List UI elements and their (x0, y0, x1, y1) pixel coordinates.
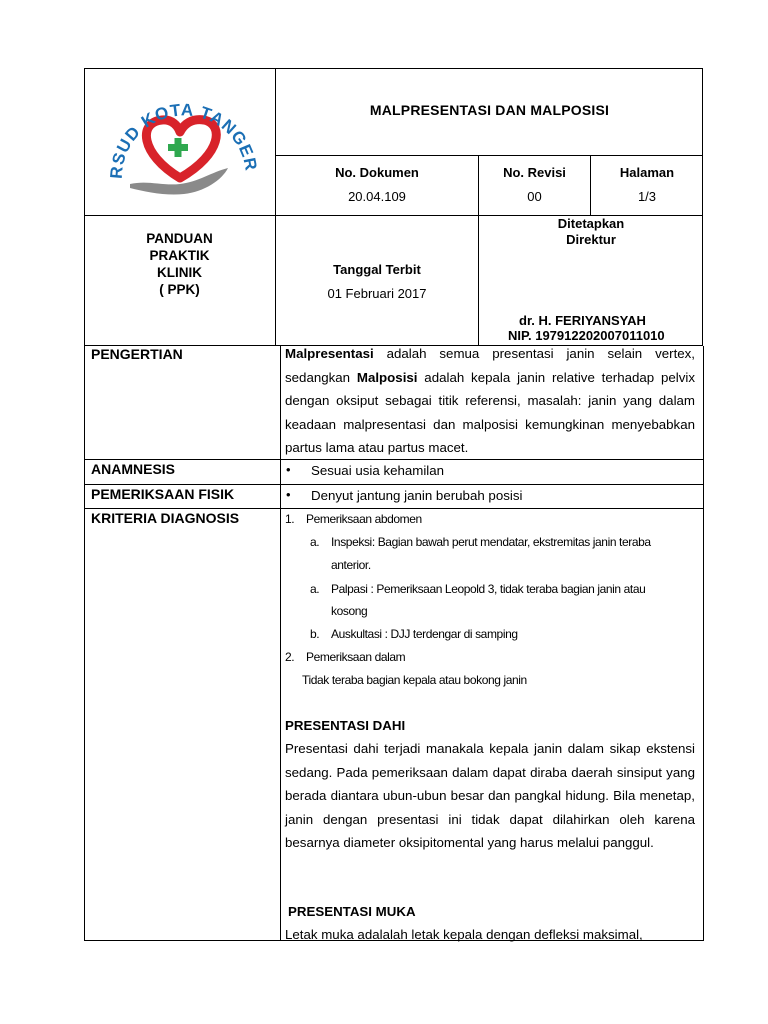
term-malposisi: Malposisi (356, 369, 418, 385)
anamnesis-label: ANAMNESIS (91, 461, 176, 477)
tanggal-terbit-value: 01 Februari 2017 (327, 286, 427, 301)
header-divider (478, 155, 479, 346)
director-name: dr. H. FERIYANSYAH (519, 313, 646, 328)
kriteria-sub-inspeksi-cont: anterior. (331, 558, 371, 572)
pemeriksaan-fisik-text: Denyut jantung janin berubah posisi (311, 488, 523, 503)
pengertian-text (285, 342, 695, 460)
tanggal-terbit-label: Tanggal Terbit (333, 262, 421, 277)
kriteria-sub-palpasi: Palpasi : Pemeriksaan Leopold 3, tidak teraba bagian janin atau (331, 582, 646, 596)
presentasi-muka-text: Letak muka adalalah letak kepala dengan defleksi maksimal, (285, 927, 643, 942)
kriteria-diagnosis-label: KRITERIA DIAGNOSIS (91, 510, 240, 526)
pengertian-label: PENGERTIAN (91, 346, 183, 362)
table-border (84, 508, 704, 509)
kriteria-sub-auskultasi: Auskultasi : DJJ terdengar di samping (331, 627, 518, 641)
list-marker: a. (310, 582, 320, 596)
anamnesis-text: Sesuai usia kehamilan (311, 463, 445, 478)
ppk-line: PANDUAN (146, 231, 213, 246)
bullet-icon: • (286, 462, 291, 477)
list-marker: b. (310, 627, 320, 641)
ppk-line: KLINIK (157, 265, 202, 280)
document-title: MALPRESENTASI DAN MALPOSISI (369, 102, 610, 118)
term-malpresentasi: Malpresentasi (285, 346, 374, 361)
header-divider (275, 155, 703, 156)
presentasi-dahi-text: Presentasi dahi terjadi manakala kepala janin dalam sikap ekstensi sedang. Pada pemeriksaan dalam dapat diraba daerah sinsiput yang berada diantara ubun-ubun besar dan pangkal hidung. Bila menetap, janin dengan presentasi ini tidak dapat dilahirkan oleh karena besarnya diameter oksipitomental yang harus melalui panggul. (285, 741, 695, 850)
kriteria-item-2-detail: Tidak teraba bagian kepala atau bokong janin (302, 673, 527, 687)
table-border (280, 346, 281, 941)
ditetapkan-label: Ditetapkan (557, 216, 625, 231)
director-nip: NIP. 197912202007011010 (508, 328, 665, 343)
header-divider (590, 155, 591, 215)
ppk-label (84, 230, 275, 298)
kriteria-sub-inspeksi: Inspeksi: Bagian bawah perut mendatar, ekstremitas janin teraba (331, 535, 651, 549)
kriteria-sub-palpasi-cont: kosong (331, 604, 368, 618)
no-revisi-value: 00 (527, 189, 542, 204)
no-dokumen-label: No. Dokumen (335, 165, 419, 180)
direktur-label: Direktur (566, 232, 616, 247)
pengertian-part: adalah semua presentasi janin selain vertex, sedangkan (285, 346, 695, 385)
ppk-line: PRAKTIK (149, 248, 210, 263)
table-border (84, 484, 704, 485)
list-marker: a. (310, 535, 320, 549)
ppk-line: ( PPK) (159, 282, 200, 297)
table-border (84, 346, 85, 941)
table-border (703, 346, 704, 941)
kriteria-item-2: Pemeriksaan dalam (306, 650, 406, 664)
presentasi-dahi-title: PRESENTASI DAHI (285, 718, 406, 733)
list-number: 1. (285, 512, 295, 526)
no-dokumen-value: 20.04.109 (348, 189, 406, 204)
pengertian-part: adalah kepala janin relative terhadap pelvix dengan oksiput sebagai titik referensi, masalah: janin yang dalam keadaan malpresentasi dan malposisi kemungkinan menyebabkan partus lama atau partus macet. (285, 369, 695, 455)
hospital-logo (100, 84, 260, 204)
kriteria-item-1: Pemeriksaan abdomen (306, 512, 422, 526)
halaman-label: Halaman (619, 165, 675, 180)
halaman-value: 1/3 (637, 189, 657, 204)
no-revisi-label: No. Revisi (503, 165, 566, 180)
logo-text: RSUD KOTA TANGER (106, 100, 260, 180)
list-number: 2. (285, 650, 295, 664)
pemeriksaan-fisik-label: PEMERIKSAAN FISIK (91, 486, 235, 502)
presentasi-muka-title: PRESENTASI MUKA (288, 904, 416, 919)
bullet-icon: • (286, 487, 291, 502)
